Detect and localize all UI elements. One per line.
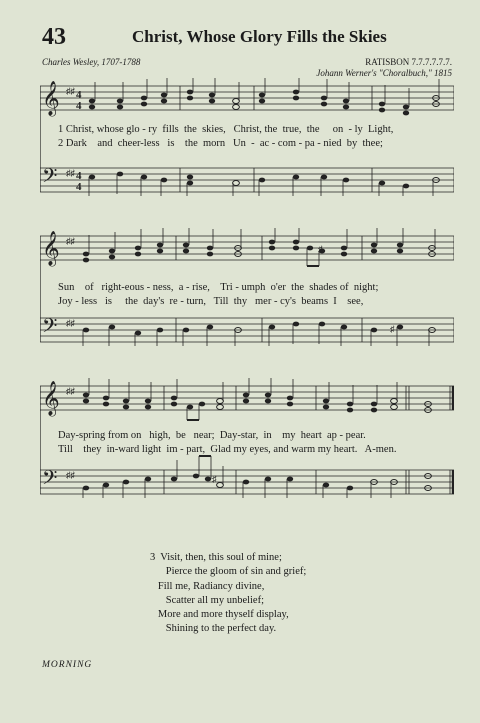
svg-text:♯♯: ♯♯: [66, 168, 75, 178]
svg-text:𝄞: 𝄞: [42, 231, 60, 266]
svg-text:♯: ♯: [212, 474, 217, 484]
svg-text:4: 4: [76, 89, 82, 101]
lyric-line-2-2: Joy - less is the day's re - turn, Till thy mer - cy's beams I see,: [58, 296, 364, 307]
svg-text:♯: ♯: [390, 324, 395, 334]
lyric-line-3-1: Day-spring from on high, be near; Day-star, in my heart ap - pear.: [58, 430, 366, 441]
svg-text:♯♯: ♯♯: [66, 236, 75, 246]
verse-3-line: Scatter all my unbelief;: [150, 594, 265, 606]
music-system-3: [40, 378, 454, 498]
svg-text:♯♯: ♯♯: [66, 470, 75, 480]
music-system-1: [40, 78, 454, 198]
svg-text:♯♯: ♯♯: [66, 318, 75, 328]
svg-text:♯♯: ♯♯: [66, 86, 75, 96]
svg-text:𝄢: 𝄢: [42, 164, 58, 192]
hymn-number: 43: [42, 24, 66, 50]
verse-3-line: Shining to the perfect day.: [150, 623, 277, 635]
svg-text:𝄞: 𝄞: [42, 381, 60, 416]
lyric-line-2-1: Sun of right-eous - ness, a - rise, Tri - umph o'er the shades of night;: [58, 282, 379, 293]
svg-text:♯: ♯: [318, 244, 323, 254]
tune-credit: [316, 57, 452, 79]
music-system-2: [40, 228, 454, 348]
verse-3-line: More and more thyself display,: [150, 609, 289, 621]
author-credit: Charles Wesley, 1707-1788: [42, 57, 141, 67]
svg-text:4: 4: [76, 181, 82, 193]
verse-3-line: Fill me, Radiancy divine,: [150, 580, 265, 592]
verse-3-line: Pierce the gloom of sin and grief;: [150, 566, 307, 578]
category-footer: MORNING: [42, 660, 93, 670]
svg-text:4: 4: [76, 100, 82, 112]
svg-text:𝄞: 𝄞: [42, 81, 60, 116]
svg-text:4: 4: [76, 170, 82, 182]
svg-text:𝄢: 𝄢: [42, 314, 58, 342]
lyric-line-1-2: 2 Dark and cheer-less is the morn Un - ac - com - pa - nied by thee;: [58, 138, 383, 149]
tune-name: RATISBON 7.7.7.7.7.7.: [365, 57, 452, 67]
lyric-line-1-1: 1 Christ, whose glo - ry fills the skies, Christ, the true, the on - ly Light,: [58, 124, 394, 135]
lyric-line-3-2: Till they in-ward light im - part, Glad my eyes, and warm my heart. A-men.: [58, 444, 397, 455]
verse-3-line: 3 Visit, then, this soul of mine;: [150, 552, 282, 563]
verse-3: [150, 551, 306, 637]
svg-text:♯♯: ♯♯: [66, 386, 75, 396]
composer-credit: Johann Werner's "Choralbuch," 1815: [316, 68, 452, 78]
svg-text:𝄢: 𝄢: [42, 466, 58, 494]
hymn-title: Christ, Whose Glory Fills the Skies: [132, 27, 387, 46]
